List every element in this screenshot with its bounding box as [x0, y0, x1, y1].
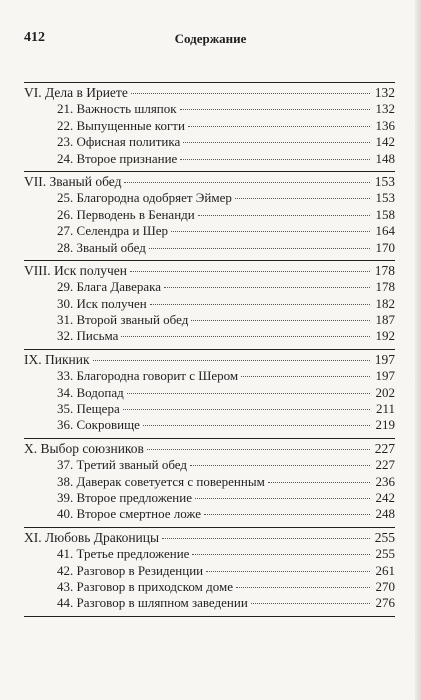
toc-page-number: 178	[375, 279, 395, 295]
toc-chapter-title: 44. Разговор в шляпном заведении	[57, 595, 248, 611]
toc-chapter-entry	[24, 417, 395, 433]
toc-page-number: 211	[375, 401, 395, 417]
toc-part-title: XI. Любовь Драконицы	[24, 529, 160, 545]
toc-part-title: X. Выбор союзников	[24, 440, 144, 456]
toc-page-number: 158	[375, 206, 395, 222]
dot-leader	[143, 425, 370, 426]
toc-section	[24, 172, 395, 261]
toc-section	[24, 261, 395, 350]
toc-page-number: 178	[374, 262, 395, 278]
toc-page-number: 153	[375, 190, 395, 206]
toc-section	[24, 83, 395, 172]
toc-part-title: VIII. Иск получен	[24, 262, 127, 278]
dot-leader	[206, 571, 370, 572]
page-spine-shadow	[415, 0, 421, 700]
toc-part-entry	[24, 352, 395, 368]
dot-leader	[164, 287, 370, 288]
dot-leader	[204, 514, 370, 515]
dot-leader	[147, 449, 370, 450]
toc-chapter-title: 33. Благородна говорит с Шером	[57, 368, 239, 384]
dot-leader	[93, 360, 370, 361]
page-number: 412	[24, 30, 45, 45]
dot-leader	[171, 231, 370, 232]
toc-page-number: 255	[375, 546, 395, 562]
dot-leader	[235, 198, 370, 199]
toc-part-entry	[24, 174, 395, 190]
dot-leader	[149, 248, 370, 249]
toc-section	[24, 439, 395, 528]
toc-chapter-entry	[24, 563, 395, 579]
toc-chapter-entry	[24, 506, 395, 522]
toc-chapter-entry	[24, 368, 395, 384]
toc-page-number: 227	[374, 440, 395, 456]
toc-chapter-title: 28. Званый обед	[57, 239, 146, 255]
dot-leader	[198, 215, 370, 216]
toc-chapter-title: 31. Второй званый обед	[57, 312, 189, 328]
toc-chapter-title: 27. Селендра и Шер	[57, 223, 169, 239]
toc-page-number: 136	[375, 117, 395, 133]
toc-page-number: 170	[375, 239, 395, 255]
toc-chapter-entry	[24, 457, 395, 473]
toc-chapter-title: 39. Второе предложение	[57, 489, 192, 505]
toc-part-entry	[24, 263, 395, 279]
toc-page-number: 242	[375, 489, 395, 505]
toc-part-title: VII. Званый обед	[24, 173, 122, 189]
toc-chapter-entry	[24, 279, 395, 295]
dot-leader	[188, 126, 370, 127]
toc-chapter-entry	[24, 312, 395, 328]
toc-chapter-entry	[24, 385, 395, 401]
toc-chapter-entry	[24, 474, 395, 490]
table-of-contents	[24, 82, 395, 617]
toc-chapter-title: 23. Офисная политика	[57, 134, 181, 150]
toc-chapter-title: 21. Важность шляпок	[57, 101, 177, 117]
toc-page-number: 236	[375, 473, 395, 489]
dot-leader	[191, 320, 370, 321]
toc-part-title: IX. Пикник	[24, 351, 90, 367]
toc-chapter-title: 42. Разговор в Резиденции	[57, 562, 204, 578]
toc-page-number: 202	[375, 384, 395, 400]
toc-chapter-title: 35. Пещера	[57, 401, 120, 417]
toc-page-number: 132	[374, 85, 395, 100]
toc-part-entry	[24, 85, 395, 101]
dot-leader	[123, 409, 370, 410]
toc-chapter-entry	[24, 490, 395, 506]
toc-chapter-title: 36. Сокровище	[57, 417, 140, 433]
toc-page-number: 197	[375, 368, 395, 384]
toc-chapter-entry	[24, 118, 395, 134]
toc-part-entry	[24, 530, 395, 546]
toc-page-number: 255	[374, 529, 395, 545]
dot-leader	[268, 482, 370, 483]
toc-chapter-title: 41. Третье предложение	[57, 546, 190, 562]
toc-chapter-title: 26. Перводень в Бенанди	[57, 206, 195, 222]
toc-page-number: 182	[375, 295, 395, 311]
toc-chapter-entry	[24, 401, 395, 417]
toc-chapter-title: 32. Письма	[57, 328, 119, 344]
toc-page-number: 276	[375, 595, 395, 611]
toc-chapter-entry	[24, 595, 395, 611]
dot-leader	[180, 109, 370, 110]
toc-chapter-entry	[24, 328, 395, 344]
dot-leader	[192, 554, 370, 555]
toc-chapter-entry	[24, 134, 395, 150]
running-head-title: Содержание	[174, 31, 247, 46]
dot-leader	[150, 304, 370, 305]
dot-leader	[236, 587, 370, 588]
toc-page-number: 142	[375, 134, 395, 150]
toc-chapter-title: 24. Второе признание	[57, 150, 178, 166]
toc-chapter-title: 22. Выпущенные когти	[57, 117, 185, 133]
dot-leader	[131, 93, 370, 94]
dot-leader	[124, 182, 370, 183]
dot-leader	[183, 142, 370, 143]
toc-page-number: 164	[375, 223, 395, 239]
dot-leader	[190, 465, 370, 466]
toc-page-number: 192	[375, 328, 395, 344]
toc-page-number: 132	[375, 101, 395, 117]
toc-page-number: 153	[374, 173, 395, 189]
toc-chapter-title: 40. Второе смертное ложе	[57, 506, 202, 522]
toc-chapter-entry	[24, 190, 395, 206]
toc-chapter-title: 25. Благородна одобряет Эймер	[57, 190, 232, 206]
toc-part-title: VI. Дела в Ириете	[24, 85, 128, 100]
toc-page-number: 219	[375, 417, 395, 433]
toc-chapter-entry	[24, 207, 395, 223]
toc-chapter-title: 43. Разговор в приходском доме	[57, 578, 234, 594]
toc-page-number: 248	[375, 506, 395, 522]
toc-chapter-entry	[24, 296, 395, 312]
toc-page-number: 187	[375, 312, 395, 328]
toc-section	[24, 528, 395, 617]
toc-chapter-title: 29. Блага Даверака	[57, 279, 162, 295]
dot-leader	[121, 336, 370, 337]
toc-chapter-title: 30. Иск получен	[57, 295, 147, 311]
toc-page-number: 227	[375, 457, 395, 473]
dot-leader	[195, 498, 370, 499]
toc-chapter-entry	[24, 579, 395, 595]
dot-leader	[127, 393, 370, 394]
dot-leader	[241, 376, 370, 377]
toc-part-entry	[24, 441, 395, 457]
toc-chapter-entry	[24, 240, 395, 256]
dot-leader	[162, 538, 370, 539]
dot-leader	[251, 603, 370, 604]
toc-section	[24, 350, 395, 439]
dot-leader	[130, 271, 370, 272]
toc-page-number: 270	[375, 578, 395, 594]
toc-page-number: 197	[374, 351, 395, 367]
toc-chapter-entry	[24, 101, 395, 117]
toc-chapter-title: 38. Даверак советуется с поверенным	[57, 473, 265, 489]
toc-chapter-entry	[24, 223, 395, 239]
dot-leader	[180, 159, 370, 160]
toc-page-number: 148	[375, 150, 395, 166]
toc-chapter-entry	[24, 151, 395, 167]
toc-chapter-entry	[24, 546, 395, 562]
toc-chapter-title: 34. Водопад	[57, 384, 124, 400]
toc-page-number: 261	[375, 562, 395, 578]
toc-chapter-title: 37. Третий званый обед	[57, 457, 187, 473]
